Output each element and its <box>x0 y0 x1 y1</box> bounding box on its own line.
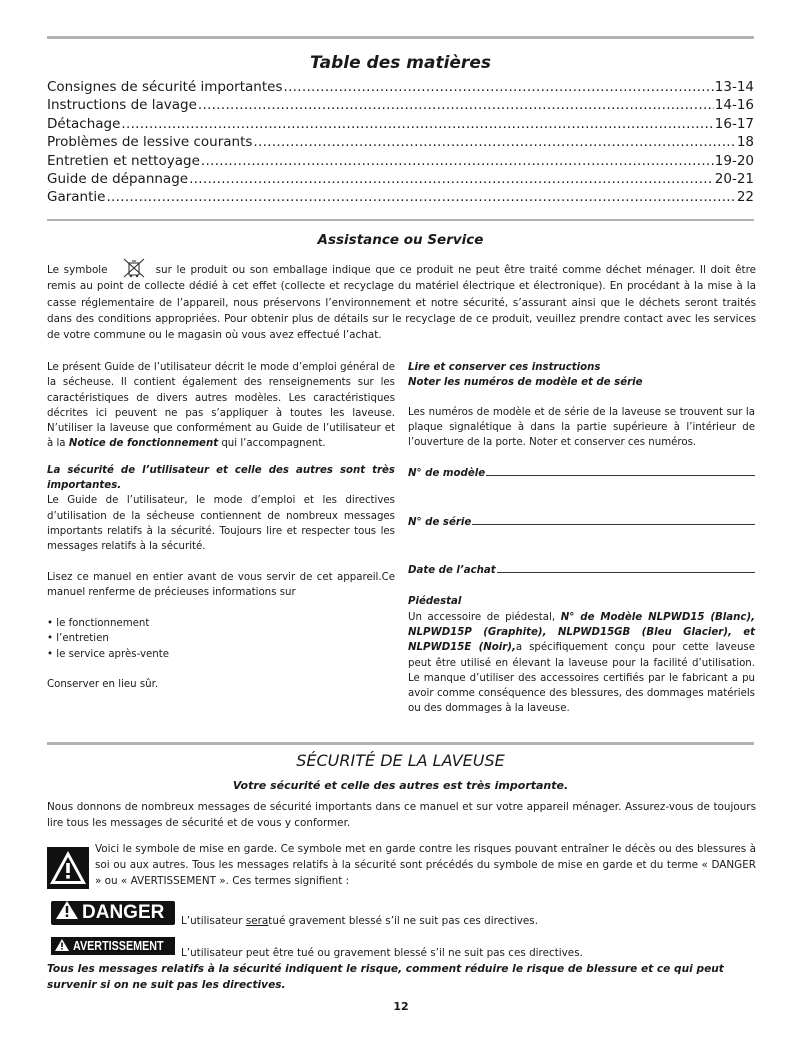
toc-entry <box>47 78 754 96</box>
toc-entry-label: Détachage <box>47 115 121 132</box>
table-of-contents <box>47 78 754 207</box>
right-column <box>408 360 755 717</box>
danger-badge <box>51 901 175 925</box>
list-item: • le fonctionnement <box>47 618 150 630</box>
left-column <box>47 360 395 692</box>
symbol-explanation: Voici le symbole de mise en garde. Ce symbole met en garde contre les risques pouvant entraîner le décès ou des blessures à soi ou aux autres. Tous les messages relatifs à la sécurité sont précédés du symbole de mise en garde et du terme « DANGER » ou « AVERTISSEMENT ». Ces termes signifient : <box>95 843 756 887</box>
warning-explanation: L’utilisateur peut être tué ou gravement blessé s’il ne suit pas ces directives. <box>181 947 583 959</box>
model-number-field[interactable] <box>408 464 755 481</box>
warning-label: AVERTISSEMENT <box>73 939 164 953</box>
warning-badge <box>51 937 175 955</box>
safety-subtitle: Votre sécurité et celle des autres est très importante. <box>232 779 569 792</box>
toc-entry-pages: 18 <box>736 134 754 151</box>
toc-entry-pages: 20-21 <box>714 170 754 187</box>
safety-heading: La sécurité de l’utilisateur et celle des autres sont très importantes. <box>47 464 395 492</box>
warning-triangle-icon <box>55 900 79 926</box>
toc-entry <box>47 188 754 206</box>
warning-triangle-icon <box>47 847 89 889</box>
purchase-date-label: Date de l’achat <box>408 565 496 577</box>
crossed-bin-icon <box>122 258 146 278</box>
safety-paragraph: Le Guide de l’utilisateur, le mode d’emploi et les directives d’utilisation de la sécheuse contiennent de nombreux messages importants relatifs à la sécurité. Toujours lire et respecter tous les messages relatifs à la sécurité. <box>47 495 395 553</box>
assistance-text-block <box>47 258 756 343</box>
purchase-date-field[interactable] <box>408 561 755 578</box>
read-manual-paragraph: Lisez ce manuel en entier avant de vous servir de cet appareil.Ce manuel renferme de précieuses informations sur <box>47 571 395 598</box>
toc-entry <box>47 152 754 170</box>
pedestal-heading: Piédestal <box>408 596 462 608</box>
toc-entry-pages: 22 <box>736 189 754 206</box>
notice-emphasis: Notice de fonctionnement <box>68 438 219 450</box>
topics-list <box>47 616 395 662</box>
safety-summary: Tous les messages relatifs à la sécurité indiquent le risque, comment réduire le risque de blessure et ce qui peut survenir si on ne suit pas les directives. <box>47 963 724 991</box>
toc-entry-pages: 16-17 <box>714 115 754 132</box>
note-numbers-heading: Noter les numéros de modèle et de série <box>408 377 643 389</box>
model-number-label: N° de modèle <box>408 468 486 480</box>
list-item: • l’entretien <box>47 633 109 645</box>
serial-location-paragraph: Les numéros de modèle et de série de la laveuse se trouvent sur la plaque signalétique à dans la partie supérieure à l’intérieur de l’ouverture de la porte. Noter et conserver ces numéros. <box>408 406 755 449</box>
toc-entry-pages: 19-20 <box>714 152 754 169</box>
toc-entry <box>47 96 754 114</box>
safety-intro: Nous donnons de nombreux messages de sécurité importants dans ce manuel et sur votre appareil ménager. Assurez-vous de toujours lire tous les messages de sécurité et de vous y conformer. <box>47 801 756 829</box>
keep-notice: Conserver en lieu sûr. <box>47 679 159 691</box>
safety-rule <box>47 742 754 745</box>
toc-entry-label: Garantie <box>47 189 106 206</box>
toc-title: Table des matières <box>310 53 491 73</box>
warning-triangle-icon <box>54 938 70 955</box>
pedestal-paragraph: Un accessoire de piédestal, N° de Modèle NLPWD15 (Blanc), NLPWD15P (Graphite), NLPWD15GB (Bleu Glacier), et NLPWD15E (Noir),a spécifiquement conçu pour cette laveuse peut être utilisé en élevant la laveuse pour la facilité d’utilisation. Le manque d’utiliser des accessoires certifiés par le fabricant a pu avoir comme conséquence des blessures, des dommages matériels ou des dommages à la laveuse. <box>408 611 755 715</box>
assistance-lead: Le symbole <box>47 264 108 276</box>
section-rule <box>47 219 754 221</box>
read-keep-heading: Lire et conserver ces instructions <box>408 362 601 373</box>
danger-label: DANGER <box>82 902 165 923</box>
list-item: • le service après-vente <box>47 648 169 660</box>
toc-entry-label: Entretien et nettoyage <box>47 152 200 169</box>
assistance-body: sur le produit ou son emballage indique que ce produit ne peut être traité comme déchet ménager. Il doit être remis au point de collecte dédié à cet effet (collecte et recyclage du matériel électrique et électronique). En procédant à la mise à la casse réglementaire de l’appareil, nous préservons l’environnement et notre sécurité, s’assurant ainsi que le déchets seront traités dans des conditions appropriées. Pour obtenir plus de détails sur le recyclage de ce produit, veuillez prendre contact avec les services de votre commune ou le magasin où vous avez effectué l’achat. <box>47 264 756 342</box>
serial-number-label: N° de série <box>408 516 472 528</box>
toc-entry <box>47 133 754 151</box>
intro-paragraph: Le présent Guide de l’utilisateur décrit le mode d’emploi général de la sécheuse. Il contient également des renseignements sur les caractéristiques de divers autres modèles. Les caractéristiques décrites ici peuvent ne pas s’appliquer à toutes les laveuse. N’utiliser la laveuse que conformément au Guide de l’utilisateur et à la Notice de fonctionnement qui l’accompagnent. <box>47 362 395 450</box>
toc-entry-label: Guide de dépannage <box>47 170 189 187</box>
toc-entry-pages: 13-14 <box>714 79 754 95</box>
safety-title: SÉCURITÉ DE LA LAVEUSE <box>296 751 505 770</box>
pedestal-models: N° de Modèle NLPWD15 (Blanc), NLPWD15P (Graphite), NLPWD15GB (Bleu Glacier), et NLPWD15E (Noir), <box>408 611 755 654</box>
toc-entry-label: Consignes de sécurité importantes <box>47 79 283 95</box>
toc-entry-label: Instructions de lavage <box>47 97 197 114</box>
toc-entry <box>47 170 754 188</box>
danger-emphasis: sera <box>245 915 269 927</box>
page-number: 12 <box>393 1000 409 1013</box>
toc-entry <box>47 115 754 133</box>
top-rule <box>47 36 754 39</box>
assistance-title: Assistance ou Service <box>317 232 484 248</box>
toc-entry-label: Problèmes de lessive courants <box>47 134 253 151</box>
toc-entry-pages: 14-16 <box>714 97 754 114</box>
serial-number-field[interactable] <box>408 513 755 530</box>
danger-explanation: L’utilisateur seratué gravement blessé s’il ne suit pas ces directives. <box>181 915 538 927</box>
